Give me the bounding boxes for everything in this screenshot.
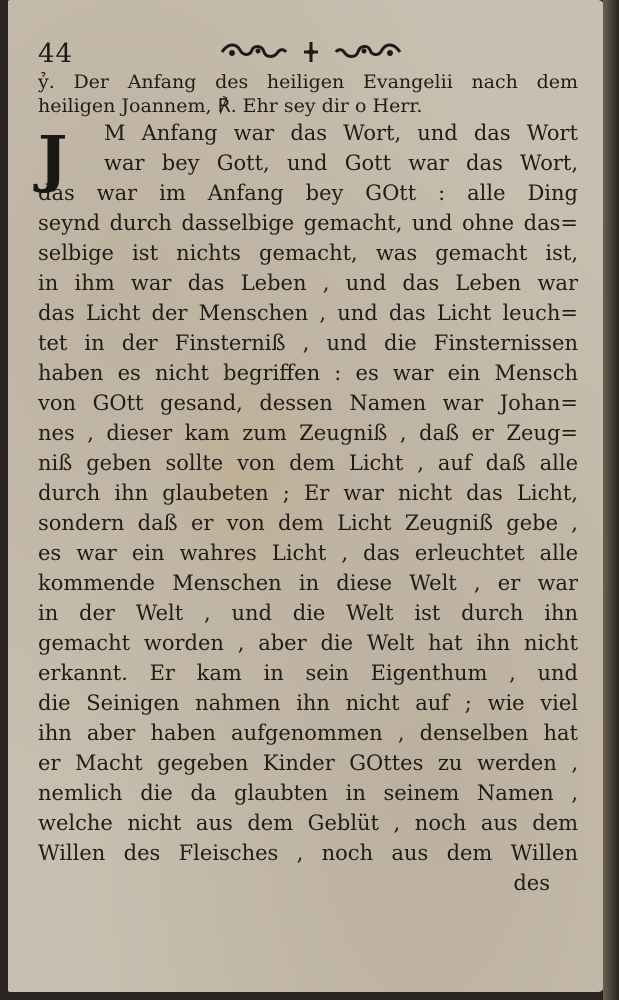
heading-line: heiligen Joannem, ℟. Ehr sey dir o Herr. (38, 95, 423, 117)
text-line: selbige ist nichts gemacht, was gemacht ist, (38, 241, 578, 265)
text-line: sondern daß er von dem Licht Zeugniß gebe , (38, 511, 578, 535)
text-line: M Anfang war das Wort, und das Wort (104, 121, 578, 145)
text-line: die Seinigen nahmen ihn nicht auf ; wie viel (38, 691, 578, 715)
text-line: Willen des Fleisches , noch aus dem Willen (38, 841, 578, 865)
book-page (8, 0, 604, 992)
text-line: niß geben sollte von dem Licht , auf daß alle (38, 451, 578, 475)
text-line: welche nicht aus dem Geblüt , noch aus dem (38, 811, 578, 835)
center-cross-icon (300, 40, 322, 64)
catchword: des (513, 871, 550, 895)
book-spine (603, 0, 619, 1000)
text-line: das Licht der Menschen , und das Licht leuch= (38, 301, 578, 325)
gospel-text (38, 70, 578, 898)
page-number: 44 (38, 39, 74, 69)
text-line: nemlich die da glaubten in seinem Namen , (38, 781, 578, 805)
fleuron-ornament (218, 40, 404, 64)
right-flourish-icon (334, 41, 404, 63)
text-line: von GOtt gesand, dessen Namen war Johan= (38, 391, 578, 415)
text-line: durch ihn glaubeten ; Er war nicht das Licht, (38, 481, 578, 505)
text-line: er Macht gegeben Kinder GOttes zu werden , (38, 751, 578, 775)
text-line: haben es nicht begriffen : es war ein Mensch (38, 361, 578, 385)
text-line: tet in der Finsterniß , und die Finsternissen (38, 331, 578, 355)
drop-capital: J (38, 122, 68, 195)
text-line: gemacht worden , aber die Welt hat ihn nicht (38, 631, 578, 655)
text-line: es war ein wahres Licht , das erleuchtet alle (38, 541, 578, 565)
text-line: kommende Menschen in diese Welt , er war (38, 571, 578, 595)
text-line: das war im Anfang bey GOtt : alle Ding (38, 181, 578, 205)
text-line: ihn aber haben aufgenommen , denselben hat (38, 721, 578, 745)
page-header (38, 36, 578, 72)
text-line: nes , dieser kam zum Zeugniß , daß er Zeug= (38, 421, 578, 445)
text-line: in der Welt , und die Welt ist durch ihn (38, 601, 578, 625)
text-line: erkannt. Er kam in sein Eigenthum , und (38, 661, 578, 685)
left-flourish-icon (218, 41, 288, 63)
text-line: seynd durch dasselbige gemacht, und ohne das= (38, 211, 578, 235)
text-line: in ihm war das Leben , und das Leben war (38, 271, 578, 295)
text-line: war bey Gott, und Gott war das Wort, (104, 151, 578, 175)
heading-line: ỷ. Der Anfang des heiligen Evangelii nach dem (38, 71, 578, 93)
